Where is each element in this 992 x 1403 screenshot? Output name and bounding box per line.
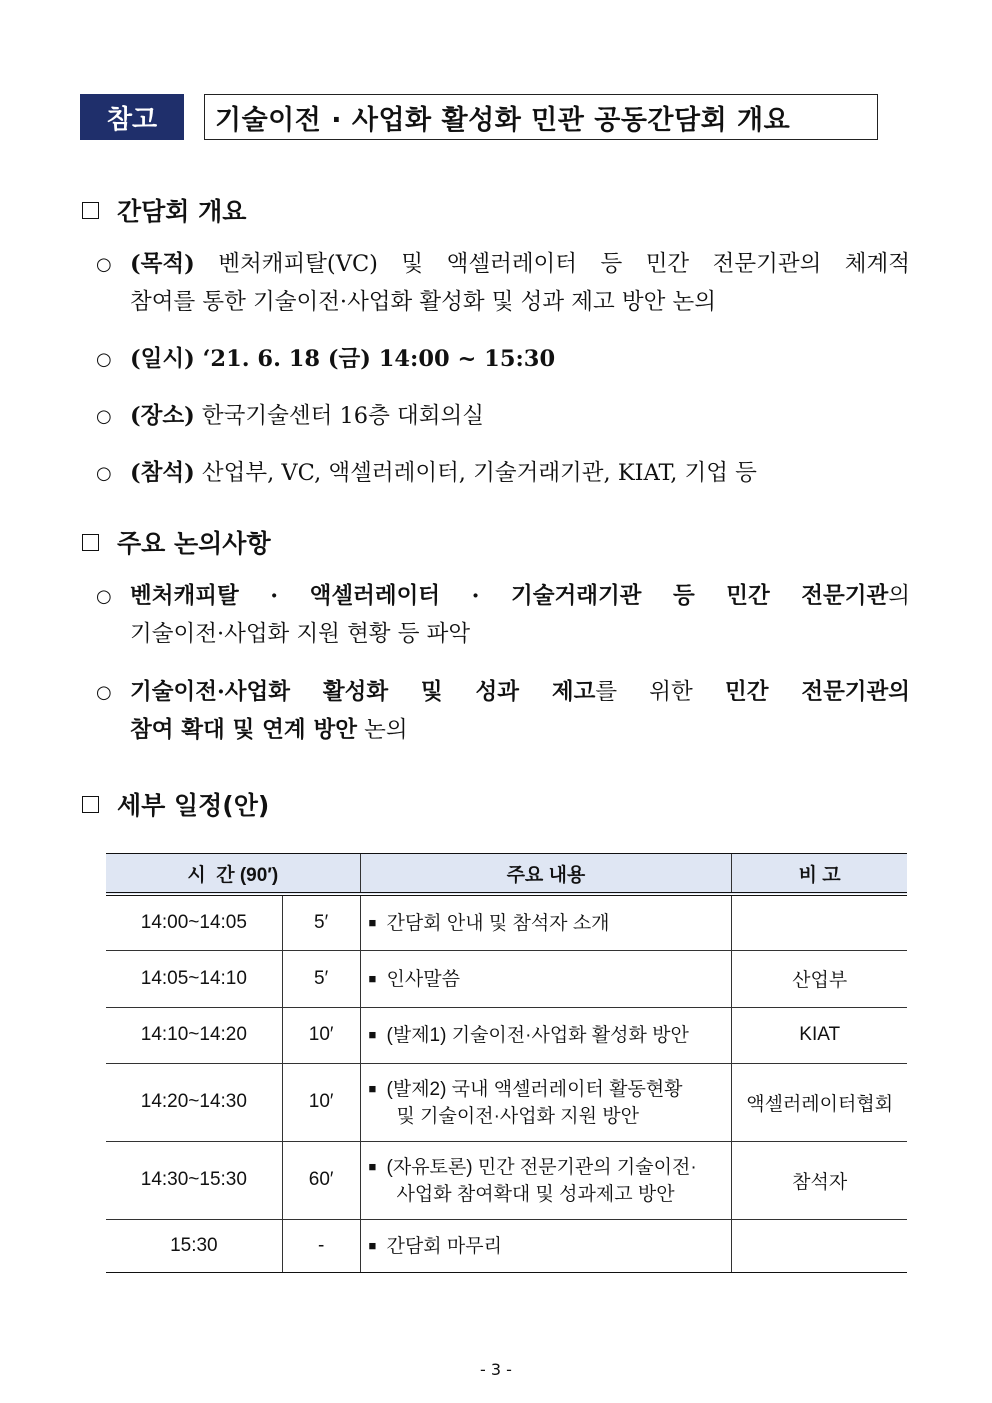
- table-row: [106, 1141, 907, 1219]
- note-cell: 산업부: [732, 950, 907, 1007]
- topic1-line1: 벤처캐피탈 · 액셀러레이터 · 기술거래기관 등 민간 전문기관의: [130, 583, 910, 609]
- attendees-line: (참석) 산업부, VC, 액셀러레이터, 기술거래기관, KIAT, 기업 등: [130, 460, 757, 486]
- square-bullet-icon: ■: [368, 1027, 377, 1042]
- topic-item-2: [96, 673, 910, 749]
- time-cell: 14:00~14:05: [106, 894, 282, 950]
- content-cell: ■ (발제1) 기술이전·사업화 활성화 방안: [360, 1007, 732, 1063]
- section-heading-topics: [82, 524, 271, 560]
- section-heading-text: 주요 논의사항: [117, 529, 271, 558]
- topic2-line2: 참여 확대 및 연계 방안 논의: [130, 717, 408, 743]
- circle-bullet-icon: ○: [96, 682, 112, 703]
- overview-item-attendees: [96, 454, 910, 493]
- checkbox-square-icon: [82, 202, 99, 219]
- square-bullet-icon: ■: [368, 914, 377, 930]
- table-row: [106, 1219, 907, 1272]
- table-header-row: [106, 854, 907, 895]
- note-cell: 액셀러레이터협회: [732, 1063, 907, 1141]
- duration-cell: 5′: [282, 894, 360, 950]
- purpose-line1: (목적) 벤처캐피탈(VC) 및 액셀러레이터 등 민간 전문기관의 체계적: [130, 251, 910, 277]
- header-time: 시 간 (90′): [106, 854, 360, 895]
- table-row: [106, 894, 907, 950]
- content-cell: ■ (발제2) 국내 액셀러레이터 활동현황 및 기술이전·사업화 지원 방안: [360, 1063, 732, 1141]
- note-cell: KIAT: [732, 1007, 907, 1063]
- venue-line: (장소) 한국기술센터 16층 대회의실: [130, 403, 484, 429]
- content-cell: ■ 인사말씀: [360, 950, 732, 1007]
- table-row: [106, 1007, 907, 1063]
- time-cell: 14:05~14:10: [106, 950, 282, 1007]
- schedule-table: [106, 853, 907, 1273]
- section-heading-schedule: [82, 786, 269, 822]
- time-cell: 14:30~15:30: [106, 1141, 282, 1219]
- duration-cell: 60′: [282, 1141, 360, 1219]
- header-content: 주요 내용: [360, 854, 732, 895]
- duration-cell: 5′: [282, 950, 360, 1007]
- time-cell: 14:20~14:30: [106, 1063, 282, 1141]
- time-cell: 14:10~14:20: [106, 1007, 282, 1063]
- circle-bullet-icon: ○: [96, 463, 112, 484]
- note-cell: 참석자: [732, 1141, 907, 1219]
- section-heading-text: 세부 일정(안): [117, 791, 270, 820]
- checkbox-square-icon: [82, 796, 99, 813]
- document-title: [204, 94, 878, 140]
- square-bullet-icon: ■: [368, 970, 377, 986]
- topic-item-1: [96, 577, 910, 653]
- circle-bullet-icon: ○: [96, 254, 112, 275]
- datetime-line: (일시) ‘21. 6. 18 (금) 14:00 ~ 15:30: [130, 346, 556, 372]
- document-title-text: 기술이전 · 사업화 활성화 민관 공동간담회 개요: [215, 104, 791, 136]
- circle-bullet-icon: ○: [96, 349, 112, 370]
- page-number: - 3 -: [480, 1360, 512, 1379]
- time-cell: 15:30: [106, 1219, 282, 1272]
- content-cell: ■ 간담회 안내 및 참석자 소개: [360, 894, 732, 950]
- circle-bullet-icon: ○: [96, 586, 112, 607]
- section-heading-overview: [82, 192, 246, 228]
- circle-bullet-icon: ○: [96, 406, 112, 427]
- square-bullet-icon: ■: [368, 1237, 377, 1253]
- table-row: [106, 1063, 907, 1141]
- header-note: 비 고: [732, 854, 907, 895]
- overview-item-datetime: [96, 340, 910, 379]
- square-bullet-icon: ■: [368, 1158, 377, 1174]
- duration-cell: 10′: [282, 1063, 360, 1141]
- topic1-line2: 기술이전·사업화 지원 현황 등 파악: [130, 621, 471, 647]
- content-cell: ■ (자유토론) 민간 전문기관의 기술이전· 사업화 참여확대 및 성과제고 방안: [360, 1141, 732, 1219]
- checkbox-square-icon: [82, 534, 99, 551]
- topic2-line1: 기술이전·사업화 활성화 및 성과 제고를 위한 민간 전문기관의: [130, 679, 911, 705]
- overview-item-purpose: [96, 245, 910, 321]
- overview-item-venue: [96, 397, 910, 436]
- note-cell: [732, 894, 907, 950]
- duration-cell: -: [282, 1219, 360, 1272]
- content-cell: ■ 간담회 마무리: [360, 1219, 732, 1272]
- duration-cell: 10′: [282, 1007, 360, 1063]
- note-cell: [732, 1219, 907, 1272]
- section-heading-text: 간담회 개요: [117, 197, 247, 226]
- reference-tag: 참고: [80, 94, 184, 140]
- purpose-line2: 참여를 통한 기술이전·사업화 활성화 및 성과 제고 방안 논의: [130, 289, 717, 315]
- table-row: [106, 950, 907, 1007]
- square-bullet-icon: ■: [368, 1080, 377, 1096]
